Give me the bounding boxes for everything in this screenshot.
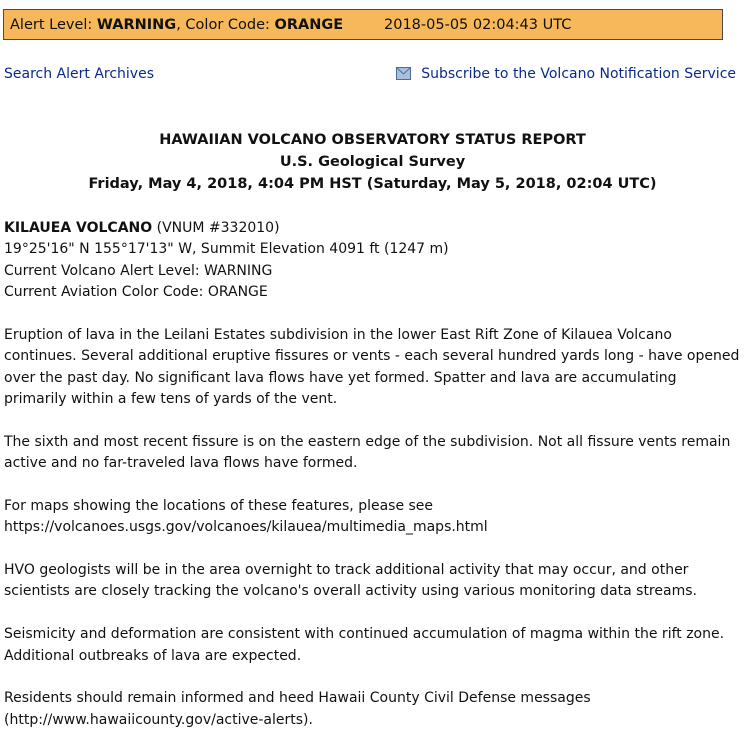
volcano-name: KILAUEA VOLCANO: [4, 220, 153, 236]
subscribe-link[interactable]: [396, 66, 736, 82]
report-paragraph: Residents should remain informed and heed Hawaii County Civil Defense messages (http://www.hawaiicounty.gov/active-alerts).: [4, 690, 591, 728]
volcano-vnum: (VNUM #332010): [152, 220, 280, 236]
report-paragraph: Eruption of lava in the Leilani Estates subdivision in the lower East Rift Zone of Kilauea Volcano continues. Several additional eruptive fissures or vents - each several hundred yards long - have opened over the past day. No significant lava flows have yet formed. Spatter and lava are accumulating primarily within a few tens of yards of the vent.: [4, 326, 740, 408]
volcano-aviation-code: Current Aviation Color Code: ORANGE: [4, 284, 268, 301]
report-paragraph: The sixth and most recent fissure is on the eastern edge of the subdivision. Not all fissure vents remain active and no far-traveled lava flows have formed.: [4, 433, 731, 472]
report-title: HAWAIIAN VOLCANO OBSERVATORY STATUS REPORT: [159, 132, 586, 148]
report-content: [4, 218, 740, 752]
volcano-alert-level: Current Volcano Alert Level: WARNING: [4, 262, 273, 279]
links-row: [4, 66, 736, 86]
color-code-label: , Color Code:: [176, 17, 275, 33]
mail-icon: [396, 67, 411, 80]
alert-level-label: Alert Level:: [10, 17, 97, 33]
subscribe-link-label: Subscribe to the Volcano Notification Service: [421, 66, 736, 82]
report-date: Friday, May 4, 2018, 4:04 PM HST (Saturday, May 5, 2018, 02:04 UTC): [88, 176, 657, 192]
volcano-location: 19°25'16" N 155°17'13" W, Summit Elevation 4091 ft (1247 m): [4, 241, 449, 258]
report-header: [0, 129, 745, 195]
alert-status-bar: [3, 9, 723, 40]
report-paragraph: For maps showing the locations of these features, please see https://volcanoes.usgs.gov/volcanoes/kilauea/multimedia_maps.html: [4, 497, 488, 536]
volcano-summary: [4, 218, 740, 304]
search-archives-link[interactable]: Search Alert Archives: [4, 66, 155, 82]
color-code-value: ORANGE: [274, 17, 344, 33]
alert-timestamp: 2018-05-05 02:04:43 UTC: [384, 17, 572, 33]
alert-level-value: WARNING: [96, 17, 177, 33]
report-paragraph: Seismicity and deformation are consistent with continued accumulation of magma within the rift zone. Additional outbreaks of lava are expected.: [4, 626, 725, 664]
report-paragraph: HVO geologists will be in the area overnight to track additional activity that may occur, and other scientists are closely tracking the volcano's overall activity using various monitoring data streams.: [4, 562, 697, 600]
report-agency: U.S. Geological Survey: [279, 154, 466, 170]
